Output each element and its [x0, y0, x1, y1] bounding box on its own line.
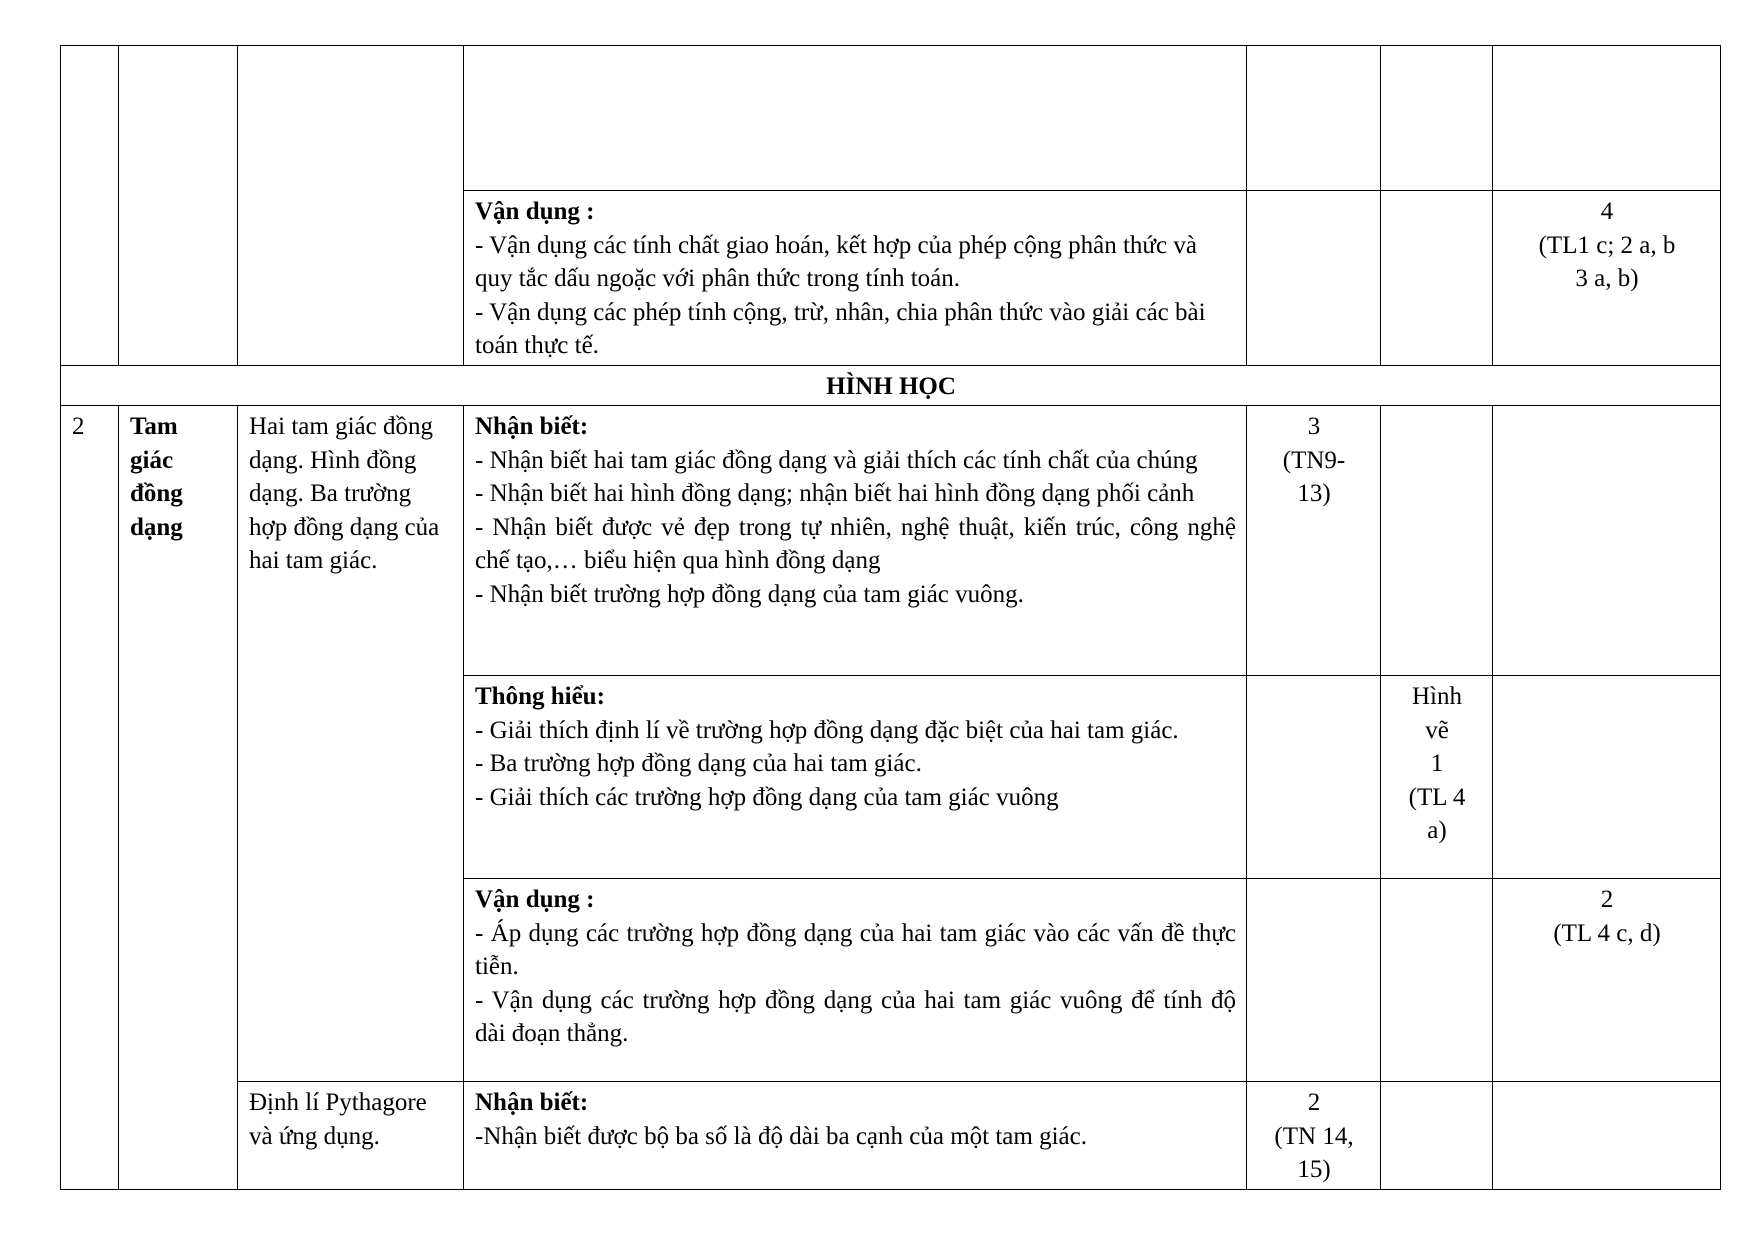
table-row: [61, 406, 1721, 676]
count-van-dung-cell: [1493, 406, 1721, 676]
unit-cell: Định lí Pythagore và ứng dụng.: [238, 1082, 464, 1190]
level-heading: Thông hiểu:: [475, 683, 605, 710]
requirement-line: - Nhận biết được vẻ đẹp trong tự nhiên, nghệ thuật, kiến trúc, công nghệ chế tạo,… biểu hiện qua hình đồng dạng: [475, 513, 1236, 574]
question-ref: (TL 4: [1408, 783, 1466, 811]
level-heading: Vận dụng :: [475, 886, 595, 913]
question-ref: 13): [1297, 480, 1331, 507]
level-heading: Nhận biết:: [475, 413, 589, 440]
question-ref: (TL 4 c, d): [1553, 919, 1661, 947]
count-thong-hieu-cell: [1381, 676, 1493, 879]
requirement-cell: [464, 191, 1247, 366]
count-thong-hieu-cell: [1381, 1082, 1493, 1190]
section-row: [61, 365, 1721, 406]
count-van-dung-cell: [1493, 676, 1721, 879]
requirement-line: - Vận dụng các trường hợp đồng dạng của hai tam giác vuông để tính độ dài đoạn thẳng.: [475, 986, 1236, 1047]
chapter-word: Tam: [130, 413, 178, 440]
chapter-word: đồng: [130, 480, 183, 507]
unit-cell: [238, 46, 464, 366]
chapter-cell: [119, 406, 238, 1190]
count-value: Hình: [1412, 683, 1462, 710]
assessment-matrix-table: [60, 45, 1721, 1190]
stt-cell: [61, 46, 119, 366]
count-value: 2: [1600, 886, 1614, 913]
count-van-dung-cell: [1493, 1082, 1721, 1190]
count-nhan-biet-cell: [1247, 879, 1381, 1082]
count-value: 4: [1600, 198, 1614, 225]
count-value: 3: [1307, 413, 1321, 440]
count-value: 2: [1307, 1089, 1321, 1116]
count-thong-hieu-cell: [1381, 879, 1493, 1082]
count-thong-hieu-cell: [1381, 46, 1493, 191]
question-ref: (TN9-: [1282, 446, 1346, 474]
count-nhan-biet-cell: [1247, 46, 1381, 191]
count-van-dung-cell: [1493, 879, 1721, 1082]
question-ref: (TN 14,: [1274, 1122, 1354, 1150]
count-nhan-biet-cell: [1247, 191, 1381, 366]
count-van-dung-cell: [1493, 46, 1721, 191]
requirement-cell: [464, 879, 1247, 1082]
level-heading: Nhận biết:: [475, 1089, 589, 1116]
count-value: 1: [1430, 750, 1444, 777]
requirement-line: -Nhận biết được bộ ba số là độ dài ba cạnh của một tam giác.: [475, 1122, 1087, 1150]
chapter-word: giác: [130, 446, 174, 474]
count-value: vẽ: [1425, 716, 1449, 744]
unit-cell: Hai tam giác đồng dạng. Hình đồng dạng. Ba trường hợp đồng dạng của hai tam giác.: [238, 406, 464, 1082]
count-nhan-biet-cell: [1247, 1082, 1381, 1190]
requirement-line: - Vận dụng các phép tính cộng, trừ, nhân, chia phân thức vào giải các bài toán thực tế.: [475, 298, 1206, 359]
chapter-cell: [119, 46, 238, 366]
requirement-line: - Giải thích định lí về trường hợp đồng dạng đặc biệt của hai tam giác.: [475, 716, 1179, 744]
requirement-cell: [464, 46, 1247, 191]
count-nhan-biet-cell: [1247, 676, 1381, 879]
chapter-word: dạng: [130, 513, 183, 541]
requirement-line: - Nhận biết trường hợp đồng dạng của tam giác vuông.: [475, 580, 1024, 608]
requirement-line: - Nhận biết hai tam giác đồng dạng và giải thích các tính chất của chúng: [475, 446, 1198, 474]
requirement-line: - Vận dụng các tính chất giao hoán, kết hợp của phép cộng phân thức và quy tắc dấu ngoặc với phân thức trong tính toán.: [475, 231, 1197, 292]
table-row: [61, 46, 1721, 191]
question-ref: 15): [1297, 1156, 1331, 1183]
table-row: [61, 1082, 1721, 1190]
question-ref: a): [1427, 817, 1447, 844]
requirement-line: - Giải thích các trường hợp đồng dạng của tam giác vuông: [475, 783, 1059, 811]
requirement-cell: [464, 1082, 1247, 1190]
requirement-line: - Áp dụng các trường hợp đồng dạng của hai tam giác vào các vấn đề thực tiễn.: [475, 919, 1236, 980]
requirement-cell: [464, 406, 1247, 676]
requirement-cell: [464, 676, 1247, 879]
count-thong-hieu-cell: [1381, 406, 1493, 676]
stt-cell: 2: [61, 406, 119, 1190]
count-nhan-biet-cell: [1247, 406, 1381, 676]
requirement-line: - Nhận biết hai hình đồng dạng; nhận biết hai hình đồng dạng phối cảnh: [475, 480, 1195, 507]
question-ref: 3 a, b): [1575, 265, 1639, 292]
count-van-dung-cell: [1493, 191, 1721, 366]
section-title: HÌNH HỌC: [61, 365, 1721, 406]
requirement-line: - Ba trường hợp đồng dạng của hai tam giác.: [475, 750, 922, 777]
level-heading: Vận dụng :: [475, 198, 595, 225]
question-ref: (TL1 c; 2 a, b: [1538, 231, 1676, 259]
count-thong-hieu-cell: [1381, 191, 1493, 366]
